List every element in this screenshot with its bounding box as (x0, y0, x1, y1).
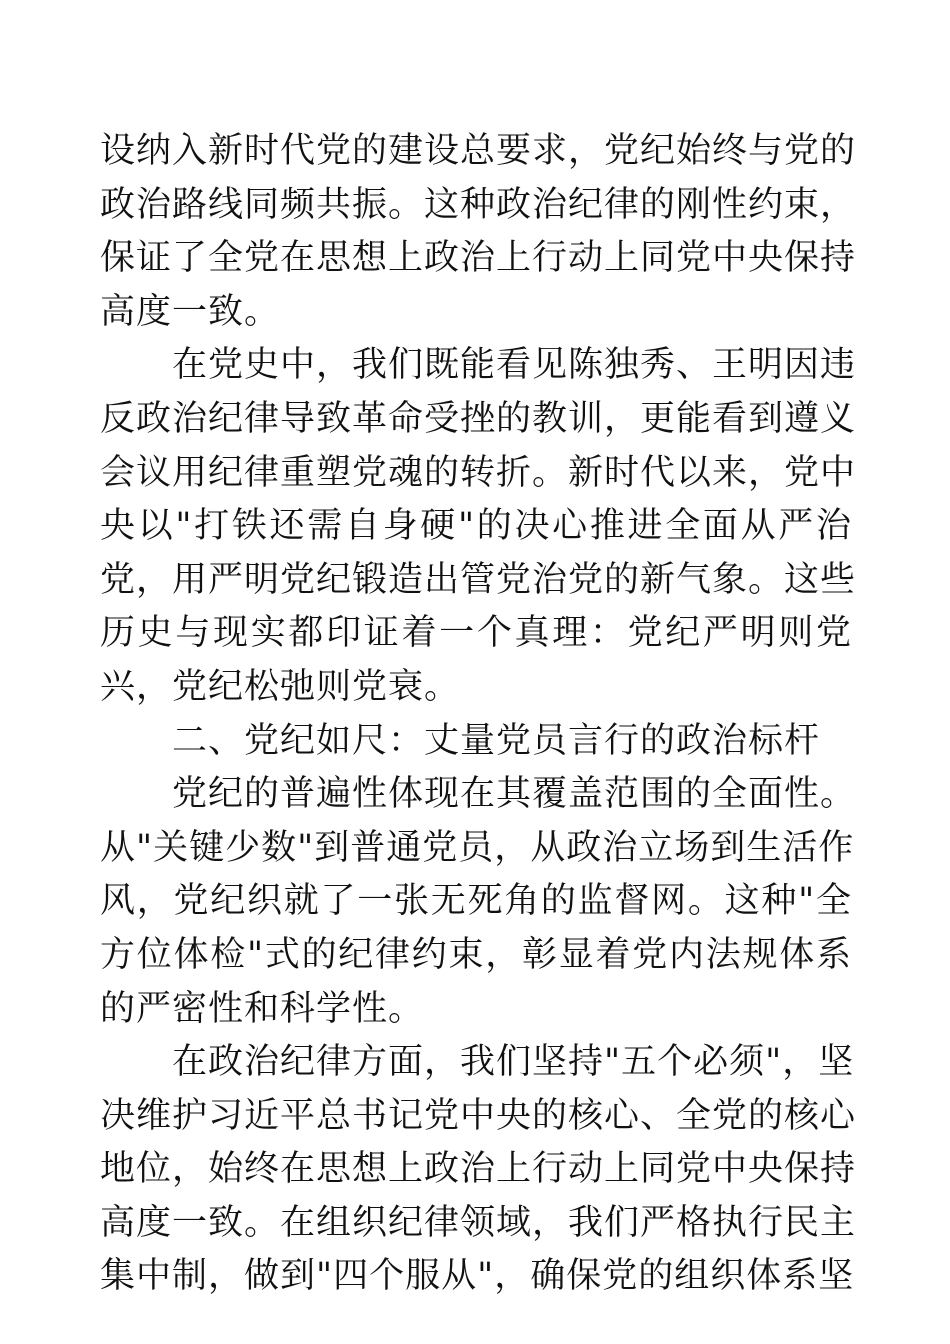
text-line: 风，党纪织就了一张无死角的监督网。这种"全 (100, 881, 852, 922)
text-line: 在政治纪律方面，我们坚持"五个必须"，坚 (172, 1042, 855, 1083)
text-line: 历史与现实都印证着一个真理：党纪严明则党 (100, 613, 852, 654)
text-line: 兴，党纪松弛则党衰。 (100, 666, 461, 707)
text-line: 高度一致。 (100, 291, 281, 332)
paragraph-continuation (100, 125, 857, 339)
heading-line: 二、党纪如尺：丈量党员言行的政治标杆 (172, 720, 821, 761)
paragraph-party-history (100, 339, 857, 714)
text-line: 从"关键少数"到普通党员，从政治立场到生活作 (100, 827, 855, 868)
text-line: 保证了全党在思想上政治上行动上同党中央保持 (100, 238, 857, 279)
section-heading (100, 715, 852, 769)
text-line: 高度一致。在组织纪律领域，我们严格执行民主 (100, 1202, 857, 1243)
text-line: 反政治纪律导致革命受挫的教训，更能看到遵义 (100, 398, 857, 439)
paragraph-universality (100, 768, 857, 1036)
text-line: 决维护习近平总书记党中央的核心、全党的核心 (100, 1095, 857, 1136)
text-line: 政治路线同频共振。这种政治纪律的刚性约束， (100, 184, 857, 225)
body-text (100, 125, 857, 1304)
text-line: 设纳入新时代党的建设总要求，党纪始终与党的 (100, 131, 857, 171)
text-line: 集中制，做到"四个服从"，确保党的组织体系坚 (100, 1256, 855, 1297)
text-line: 央以"打铁还需自身硬"的决心推进全面从严治 (100, 506, 852, 547)
text-line: 党纪的普遍性体现在其覆盖范围的全面性。 (172, 774, 857, 815)
text-line: 在党史中，我们既能看见陈独秀、王明因违 (172, 345, 857, 386)
text-line: 地位，始终在思想上政治上行动上同党中央保持 (100, 1149, 857, 1190)
text-line: 的严密性和科学性。 (100, 988, 425, 1029)
text-line: 方位体检"式的纪律约束，彰显着党内法规体系 (100, 934, 852, 975)
text-line: 会议用纪律重塑党魂的转折。新时代以来，党中 (100, 452, 857, 493)
text-line: 党，用严明党纪锻造出管党治党的新气象。这些 (100, 559, 857, 600)
paragraph-political-discipline (100, 1036, 857, 1304)
